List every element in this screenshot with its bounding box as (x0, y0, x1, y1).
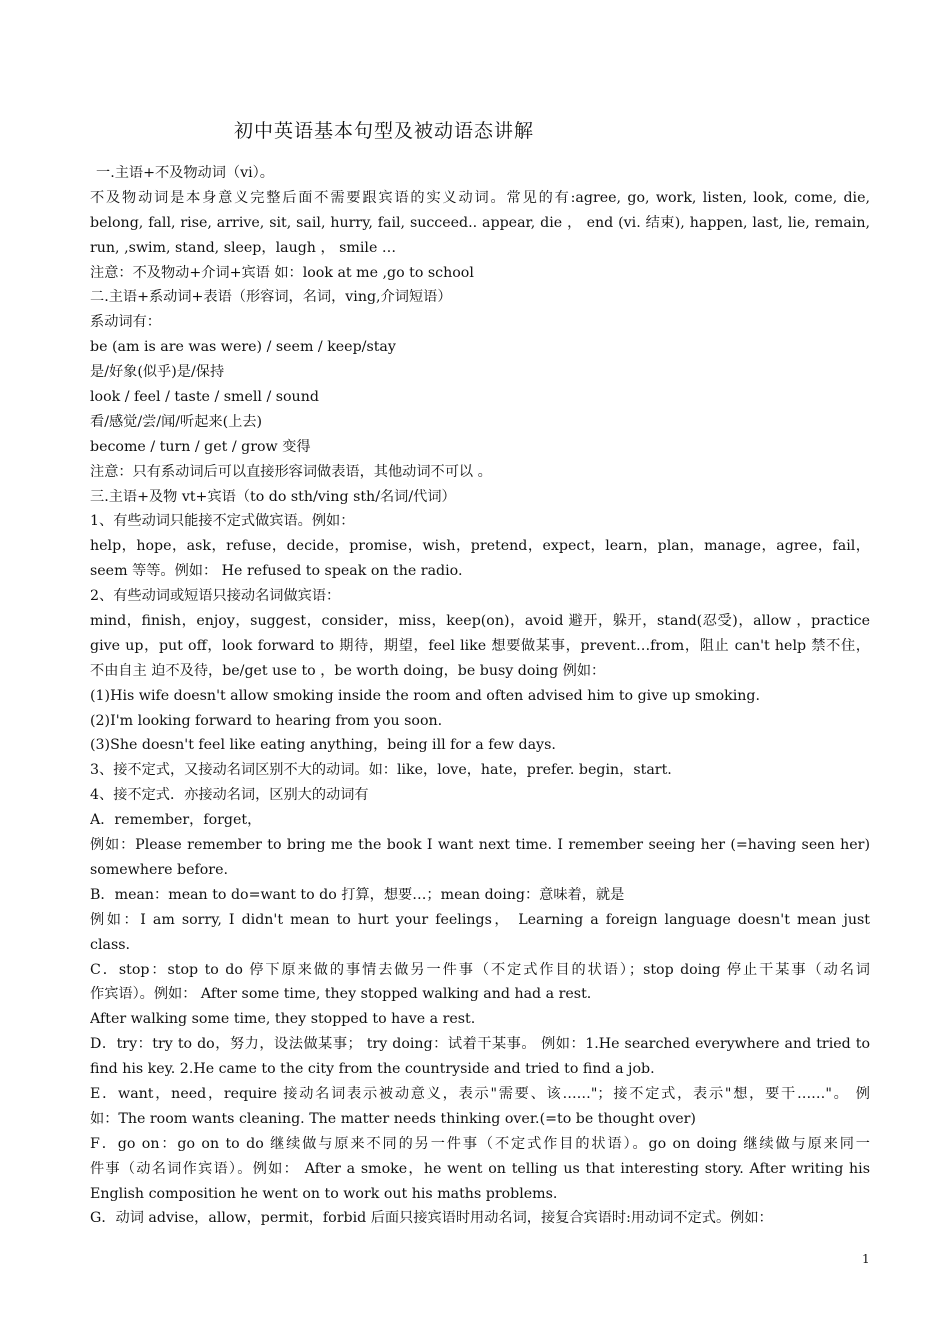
text-line: class. (90, 936, 131, 953)
text-line: 2、有些动词或短语只接动名词做宾语： (90, 588, 341, 605)
text-line: 例如：I am sorry, I didn't mean to hurt your feelings， Learning a foreign language doesn't mean just (90, 911, 870, 928)
text-line: 三.主语+及物 vt+宾语（to do sth/ving sth/名词/代词） (90, 488, 456, 505)
text-line: mind，finish，enjoy，suggest，consider，miss，keep(on)，avoid 避开，躲开，stand(忍受)，allow ，practice (90, 613, 870, 630)
document-body (90, 161, 870, 1231)
text-line: help，hope，ask，refuse，decide，promise，wish，pretend，expect，learn，plan，manage，agree，fail， (90, 538, 870, 555)
text-line: 注意：只有系动词后可以直接形容词做表语，其他动词不可以 。 (90, 463, 492, 480)
text-line: (2)I'm looking forward to hearing from you soon. (90, 712, 443, 729)
text-line: 看/感觉/尝/闻/听起来(上去) (90, 413, 263, 430)
text-line: D．try：try to do，努力，设法做某事； try doing：试着干某事。 例如：1.He searched everywhere and tried to (90, 1036, 870, 1053)
text-line: 系动词有： (90, 314, 161, 331)
text-line: 作宾语）。例如： After some time, they stopped walking and had a rest. (90, 986, 592, 1003)
text-line: somewhere before. (90, 861, 228, 878)
text-line: seem 等等。例如： He refused to speak on the radio. (90, 563, 463, 580)
text-line: F．go on：go on to do 继续做与原来不同的另一件事（不定式作目的状语）。go on doing 继续做与原来同一 (90, 1135, 870, 1152)
text-line: 不及物动词是本身意义完整后面不需要跟宾语的实义动词。常见的有:agree, go, work, listen, look, come, die, (90, 189, 870, 206)
text-line: (1)His wife doesn't allow smoking inside the room and often advised him to give up smoking. (90, 687, 760, 704)
text-line: B．mean：mean to do=want to do 打算，想要…；mean doing：意味着，就是 (90, 886, 625, 903)
text-line: 例如：Please remember to bring me the book I want next time. I remember seeing her (=having seen her) (90, 837, 870, 854)
text-line: E．want，need，require 接动名词表示被动意义，表示"需要、该……"；接不定式，表示"想，要干……"。 例 (90, 1085, 870, 1102)
text-line: be (am is are was were) / seem / keep/stay (90, 339, 396, 356)
text-line: give up，put off，look forward to 期待，期望，feel like 想要做某事，prevent…from，阻止 can't help 禁不住， (90, 637, 870, 654)
text-line: 二.主语+系动词+表语（形容词，名词，ving,介词短语） (90, 289, 452, 306)
text-line: belong, fall, rise, arrive, sit, sail, hurry, fail, succeed.. appear, die ， end (vi. 结束), happen, last, lie, remain, (90, 214, 870, 231)
text-line: G．动词 advise，allow，permit，forbid 后面只接宾语时用动名词，接复合宾语时:用动词不定式。例如： (90, 1210, 773, 1227)
text-line: A．remember，forget， (90, 812, 262, 829)
text-line: look / feel / taste / smell / sound (90, 389, 319, 406)
text-line: find his key. 2.He came to the city from the countryside and tried to find a job. (90, 1061, 655, 1078)
text-line: 注意：不及物动+介词+宾语 如：look at me ,go to school (90, 264, 474, 281)
text-line: 如：The room wants cleaning. The matter needs thinking over.(=to be thought over) (90, 1110, 696, 1127)
text-line: 1、有些动词只能接不定式做宾语。例如： (90, 513, 355, 530)
text-line: English composition he went on to work out his maths problems. (90, 1185, 558, 1202)
text-line: 4、接不定式．亦接动名词，区别大的动词有 (90, 787, 369, 804)
text-line: 一.主语+不及物动词（vi）。 (96, 165, 274, 181)
text-line: 是/好象(似乎)是/保持 (90, 364, 225, 381)
text-line: 件事（动名词作宾语）。例如： After a smoke，he went on telling us that interesting story. After writing his (90, 1160, 870, 1177)
document-title: 初中英语基本句型及被动语态讲解 (234, 120, 535, 142)
text-line: (3)She doesn't feel like eating anything，being ill for a few days. (90, 737, 556, 754)
text-line: become / turn / get / grow 变得 (90, 438, 311, 455)
page-number: 1 (862, 1252, 870, 1266)
text-line: run, ,swim, stand, sleep，laugh ， smile … (90, 239, 397, 256)
text-line: C．stop：stop to do 停下原来做的事情去做另一件事（不定式作目的状语）；stop doing 停止干某事（动名词 (90, 961, 870, 978)
text-line: After walking some time, they stopped to have a rest. (90, 1011, 476, 1028)
text-line: 3、接不定式，又接动名词区别不大的动词。如：like，love，hate，prefer. begin，start. (90, 762, 672, 779)
text-line: 不由自主 迫不及待，be/get use to ，be worth doing，be busy doing 例如： (90, 662, 606, 679)
